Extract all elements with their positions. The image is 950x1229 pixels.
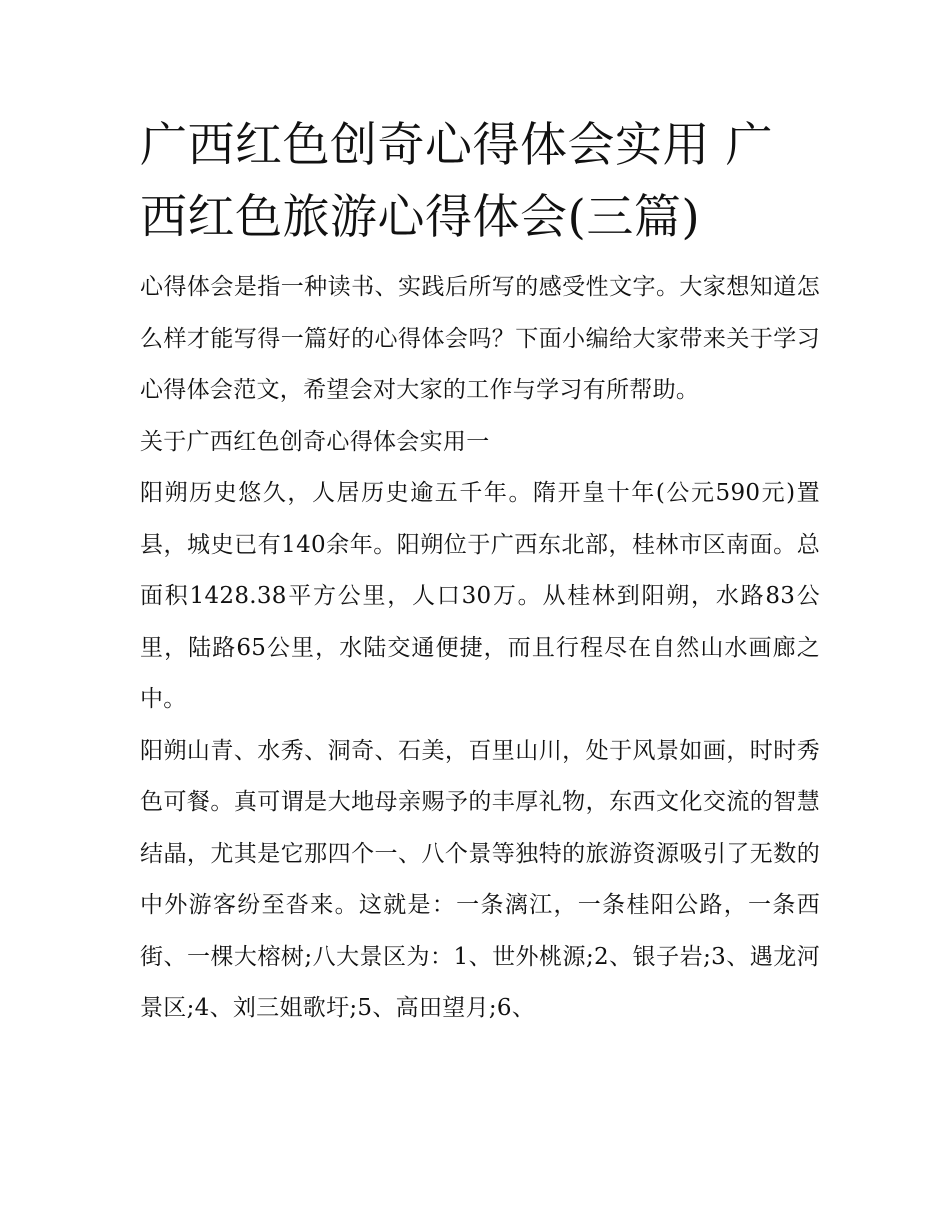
- intro-paragraph: 心得体会是指一种读书、实践后所写的感受性文字。大家想知道怎么样才能写得一篇好的心得体会吗？下面小编给大家带来关于学习心得体会范文，希望会对大家的工作与学习有所帮助。: [140, 274, 820, 403]
- document-title: 广西红色创奇心得体会实用 广西红色旅游心得体会(三篇): [140, 118, 773, 245]
- section-heading: 关于广西红色创奇心得体会实用一: [140, 428, 490, 455]
- scenery-paragraph: 阳朔山青、水秀、洞奇、石美，百里山川，处于风景如画，时时秀色可餐。真可谓是大地母亲赐予的丰厚礼物，东西文化交流的智慧结晶，尤其是它那四个一、八个景等独特的旅游资源吸引了无数的中外游客纷至沓来。这就是：一条漓江，一条桂阳公路，一条西街、一棵大榕树;八大景区为：1、世外桃源;2、银子岩;3、遇龙河景区;4、刘三姐歌圩;5、高田望月;6、: [140, 737, 820, 1021]
- document-page: [140, 110, 820, 1035]
- history-paragraph: 阳朔历史悠久，人居历史逾五千年。隋开皇十年(公元590元)置县，城史已有140余年。阳朔位于广西东北部，桂林市区南面。总面积1428.38平方公里，人口30万。从桂林到阳朔，水路83公里，陆路65公里，水陆交通便捷，而且行程尽在自然山水画廊之中。: [140, 480, 820, 712]
